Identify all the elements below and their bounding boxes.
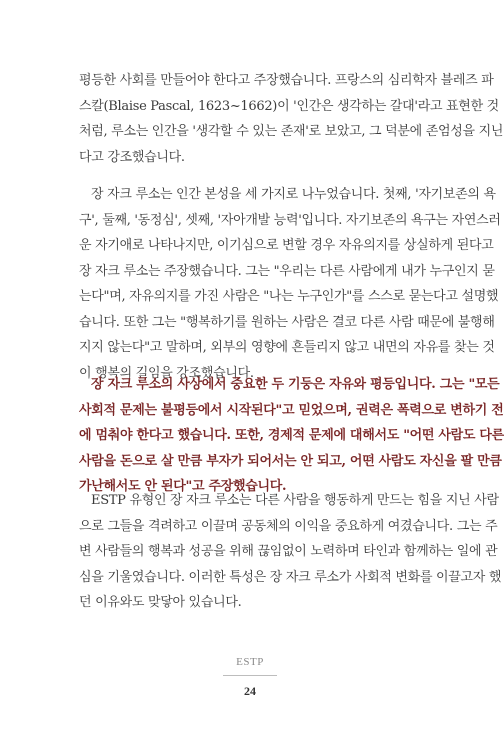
paragraph-equality bbox=[79, 68, 504, 170]
page-number: 24 bbox=[244, 684, 256, 698]
paragraph-freedom-equality-highlight bbox=[79, 372, 504, 500]
text-line: 으로 그들을 격려하고 이끌며 공동체의 이익을 중요하게 여겼습니다. 그는 주 bbox=[79, 518, 498, 534]
text-line: 장 자크 루소는 인간 본성을 세 가지로 나누었습니다. 첫째, '자기보존의 욕 bbox=[91, 187, 496, 202]
text-line: 던 이유와도 맞닿아 있습니다. bbox=[79, 595, 242, 610]
text-line: 운 자기애로 나타나지만, 이기심으로 변할 경우 자유의지를 상실하게 된다고 bbox=[79, 238, 494, 253]
highlighted-text-line: 사회적 문제는 불평등에서 시작된다"고 믿었으며, 권력은 폭력으로 변하기 전 bbox=[79, 402, 504, 418]
text-line: 심을 기울였습니다. 이러한 특성은 장 자크 루소가 사회적 변화를 이끌고자 했 bbox=[79, 569, 502, 585]
text-line: 처럼, 루소는 인간을 '생각할 수 있는 존재'로 보았고, 그 덕분에 존엄성을 지닌 bbox=[79, 124, 504, 139]
highlighted-text-line: 장 자크 루소의 사상에서 중요한 두 기둥은 자유와 평등입니다. 그는 "모든 bbox=[91, 377, 500, 392]
text-line: 이 행복의 길임을 강조했습니다. bbox=[79, 365, 254, 381]
text-line: ESTP 유형인 장 자크 루소는 다른 사람을 행동하게 만드는 힘을 지닌 사람 bbox=[91, 493, 499, 508]
paragraph-estp bbox=[79, 488, 502, 616]
text-line: 는다"며, 자유의지를 가진 사람은 "나는 누구인가"를 스스로 묻는다고 설명했 bbox=[79, 289, 499, 304]
text-line: 장 자크 루소는 주장했습니다. 그는 "우리는 다른 사람에게 내가 누구인지 묻 bbox=[79, 263, 495, 279]
text-line: 평등한 사회를 만들어야 한다고 주장했습니다. 프랑스의 심리학자 블레즈 파 bbox=[79, 73, 494, 88]
text-line: 습니다. 또한 그는 "행복하기를 원하는 사람은 결코 다른 사람 때문에 불행해 bbox=[79, 314, 495, 330]
running-footer-label: ESTP bbox=[236, 656, 264, 668]
highlighted-text-line: 에 멈춰야 한다고 했습니다. 또한, 경제적 문제에 대해서도 "어떤 사람도 다른 bbox=[79, 428, 504, 443]
text-line: 변 사람들의 행복과 성공을 위해 끊임없이 노력하며 타인과 함께하는 일에 관 bbox=[79, 544, 498, 559]
text-line: 구', 둘째, '동정심', 셋째, '자아개발 능력'입니다. 자기보존의 욕구는 자연스러 bbox=[79, 212, 501, 228]
text-line: 스칼(Blaise Pascal, 1623~1662)이 '인간은 생각하는 갈대'라고 표현한 것 bbox=[79, 98, 499, 114]
text-line: 지지 않는다"고 말하며, 외부의 영향에 흔들리지 않고 내면의 자유를 찾는 것 bbox=[79, 340, 495, 355]
highlighted-text-line: 가난해서도 안 된다"고 주장했습니다. bbox=[79, 479, 287, 494]
footer-divider bbox=[223, 675, 277, 676]
highlighted-text-line: 사람을 돈으로 살 만큼 부자가 되어서는 안 되고, 어떤 사람도 자신을 팔 만큼 bbox=[79, 453, 502, 469]
text-line: 다고 강조했습니다. bbox=[79, 149, 185, 165]
